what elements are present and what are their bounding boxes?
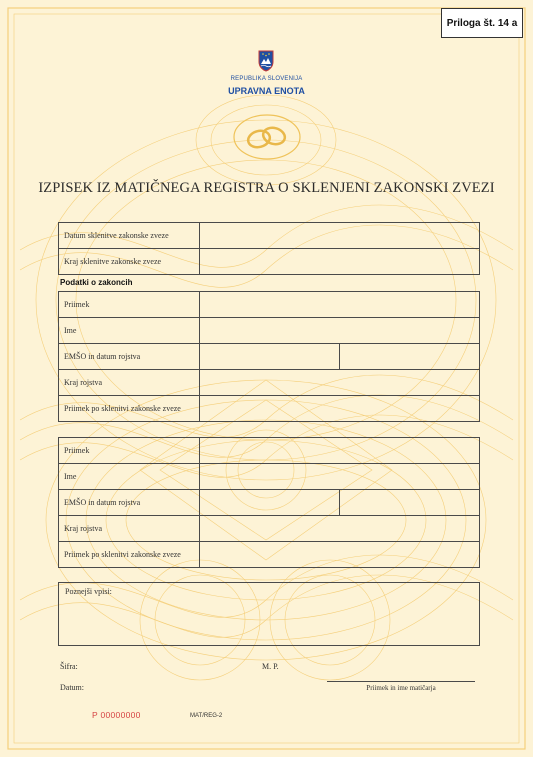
birthplace-label: Kraj rojstva [64, 378, 102, 387]
later-entries-label: Poznejši vpisi: [65, 587, 112, 596]
spouse1-surname-after-field[interactable] [201, 399, 477, 418]
column-divider [199, 370, 200, 395]
signature-caption: Priimek in ime matičarja [366, 684, 436, 692]
column-divider [199, 490, 200, 515]
spouse2-surname-row [59, 438, 479, 464]
spouse1-name-row [59, 318, 479, 344]
spouse1-birthplace-row [59, 370, 479, 396]
spouse1-birthdate-field[interactable] [341, 347, 477, 366]
surname-after-label: Priimek po sklenitvi zakonske zveze [64, 550, 181, 559]
marriage-place-row [59, 249, 479, 274]
marriage-date-field[interactable] [201, 226, 477, 245]
spouse2-name-row [59, 464, 479, 490]
seal-placeholder: M. P. [262, 662, 279, 671]
column-divider [199, 464, 200, 489]
column-divider [199, 223, 200, 248]
later-entries-field[interactable] [65, 599, 473, 641]
date-label: Datum: [60, 683, 84, 692]
marriage-date-label: Datum sklenitve zakonske zveze [64, 231, 169, 240]
marriage-table [58, 222, 480, 275]
spouse2-birthplace-field[interactable] [201, 519, 477, 538]
slovenia-coat-of-arms-icon [258, 50, 274, 72]
column-divider [199, 318, 200, 343]
surname-after-label: Priimek po sklenitvi zakonske zveze [64, 404, 181, 413]
column-divider [199, 516, 200, 541]
spouse1-surname-field[interactable] [201, 295, 477, 314]
column-divider [199, 396, 200, 421]
name-label: Ime [64, 472, 77, 481]
emso-label: EMŠO in datum rojstva [64, 352, 141, 361]
spouse1-birthplace-field[interactable] [201, 373, 477, 392]
spouse2-birthplace-row [59, 516, 479, 542]
annex-label: Priloga št. 14 a [441, 8, 523, 38]
column-divider [339, 490, 340, 515]
column-divider [199, 249, 200, 274]
code-label: Šifra: [60, 662, 78, 671]
birthplace-label: Kraj rojstva [64, 524, 102, 533]
spouses-heading: Podatki o zakoncih [60, 278, 133, 287]
serial-number: P 00000000 [92, 710, 141, 720]
signature-line [327, 681, 475, 682]
column-divider [199, 292, 200, 317]
marriage-place-field[interactable] [201, 252, 477, 271]
spouse1-emso-field[interactable] [201, 347, 337, 366]
spouse2-birthdate-field[interactable] [341, 493, 477, 512]
surname-label: Priimek [64, 300, 90, 309]
column-divider [199, 344, 200, 369]
spouse1-surname-row [59, 292, 479, 318]
form-code: MAT/REG-2 [190, 713, 223, 719]
office-name: UPRAVNA ENOTA [228, 86, 305, 96]
surname-label: Priimek [64, 446, 90, 455]
spouse1-name-field[interactable] [201, 321, 477, 340]
column-divider [199, 438, 200, 463]
marriage-date-row [59, 223, 479, 249]
column-divider [199, 542, 200, 567]
spouse2-surname-after-row [59, 542, 479, 567]
spouse2-emso-field[interactable] [201, 493, 337, 512]
marriage-place-label: Kraj sklenitve zakonske zveze [64, 257, 162, 266]
spouse2-surname-after-field[interactable] [201, 545, 477, 564]
name-label: Ime [64, 326, 77, 335]
republic-name: REPUBLIKA SLOVENIJA [230, 76, 303, 82]
spouse1-surname-after-row [59, 396, 479, 421]
spouse1-emso-row [59, 344, 479, 370]
document-title: IZPISEK IZ MATIČNEGA REGISTRA O SKLENJENI ZAKONSKI ZVEZI [38, 180, 495, 196]
spouse2-name-field[interactable] [201, 467, 477, 486]
spouse1-table [58, 291, 480, 422]
column-divider [339, 344, 340, 369]
spouse2-emso-row [59, 490, 479, 516]
emso-label: EMŠO in datum rojstva [64, 498, 141, 507]
spouse2-table [58, 437, 480, 568]
wedding-rings-icon [232, 112, 302, 162]
later-entries-box [58, 582, 480, 646]
spouse2-surname-field[interactable] [201, 441, 477, 460]
